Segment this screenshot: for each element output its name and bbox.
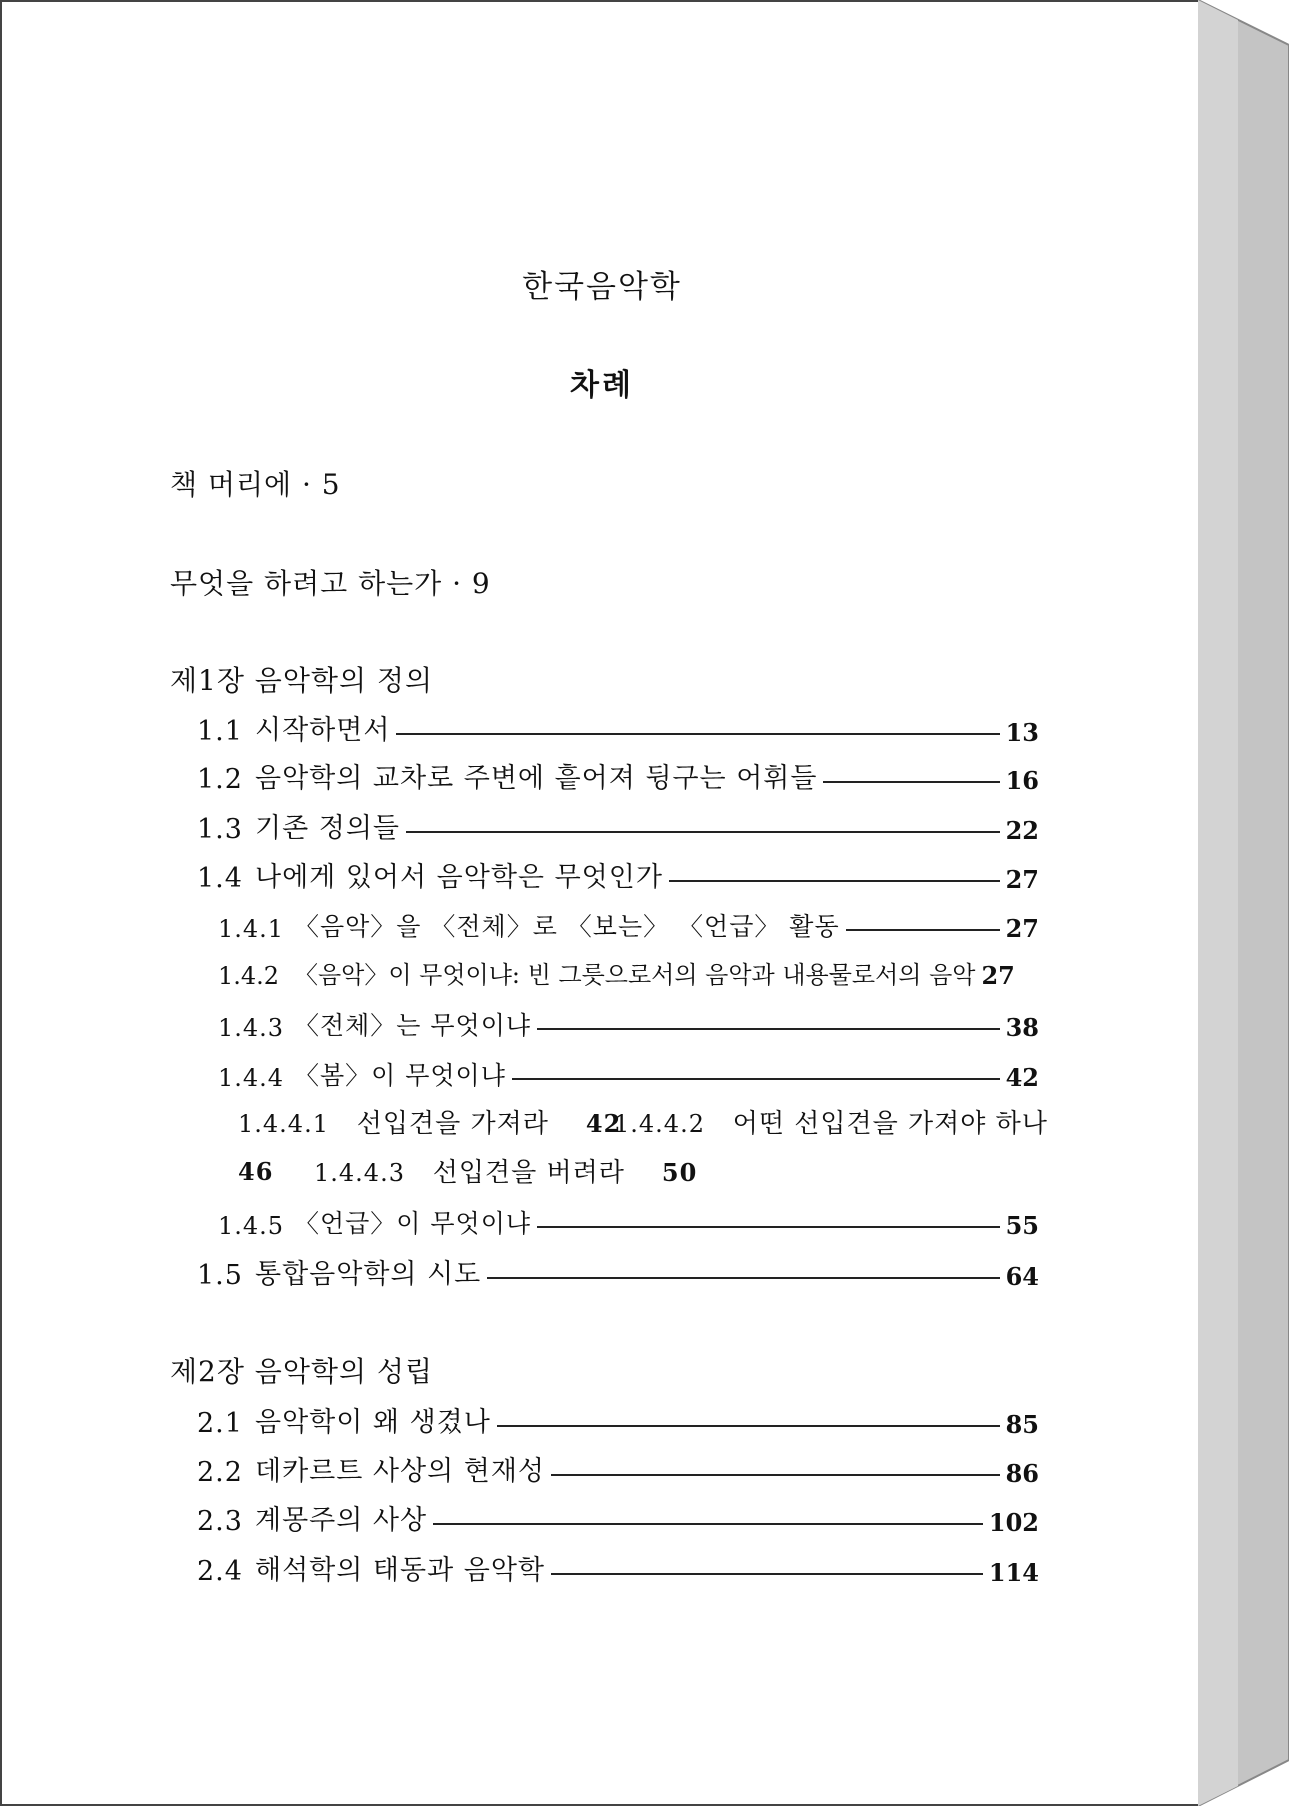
subitem-page: 42	[585, 1109, 622, 1138]
dot-leader	[487, 1277, 999, 1279]
toc-subitem-1-4-4-2-page	[238, 1157, 273, 1187]
entry-text: 데카르트 사상의 현재성	[255, 1456, 545, 1487]
entry-number: 2.2	[197, 1457, 243, 1488]
toc-subitem-1-4-4-2	[614, 1103, 1048, 1140]
entry-number: 1.2	[197, 764, 243, 795]
toc-entry-2-4	[197, 1548, 1039, 1587]
entry-text: 나에게 있어서 음악학은 무엇인가	[255, 862, 663, 893]
entry-text: 〈음악〉을 〈전체〉로 〈보는〉 〈언급〉 활동	[294, 912, 840, 941]
toc-entry-2-1	[197, 1400, 1039, 1439]
entry-number: 1.4.1	[218, 915, 285, 943]
entry-number: 1.1	[197, 716, 243, 747]
entry-number: 1.4.4	[218, 1064, 285, 1092]
entry-text: 기존 정의들	[255, 813, 400, 844]
toc-entry-2-2	[197, 1449, 1039, 1488]
book-edge-shadow	[1198, 0, 1289, 1806]
chapter-1-title: 제1장 음악학의 정의	[170, 664, 434, 697]
dot-leader	[669, 880, 1000, 882]
entry-number: 2.3	[197, 1506, 243, 1537]
entry-number: 2.4	[197, 1556, 243, 1587]
toc-entry-1-4-5	[218, 1204, 1039, 1240]
entry-text: 계몽주의 사상	[255, 1505, 428, 1536]
entry-number: 1.3	[197, 814, 243, 845]
subitem-number: 1.4.4.2	[614, 1110, 705, 1138]
entry-number: 1.4.3	[218, 1014, 285, 1042]
entry-page: 13	[1005, 718, 1039, 747]
toc-entry-1-2	[197, 756, 1039, 795]
entry-text: 통합음악학의 시도	[255, 1259, 482, 1290]
toc-entry-1-3	[197, 806, 1039, 845]
subitem-text: 선입견을 가져라	[356, 1109, 549, 1139]
entry-number: 1.4	[197, 863, 243, 894]
dot-leader	[537, 1226, 1000, 1228]
dot-leader	[512, 1078, 1000, 1080]
entry-page: 86	[1005, 1459, 1039, 1488]
toc-entry-1-4-3	[218, 1006, 1039, 1042]
toc-entry-2-3	[197, 1498, 1039, 1537]
toc-entry-1-4	[197, 855, 1039, 894]
subitem-text: 선입견을 버려라	[432, 1158, 625, 1188]
toc-subitem-1-4-4-3	[314, 1152, 697, 1189]
entry-text: 〈봄〉이 무엇이냐	[294, 1061, 506, 1090]
toc-entry-1-4-4	[218, 1056, 1039, 1092]
entry-page: 55	[1005, 1211, 1039, 1240]
dot-leader	[537, 1028, 1000, 1030]
dot-leader	[823, 781, 999, 783]
toc-entry-1-4-1	[218, 907, 1039, 943]
subitem-page: 50	[661, 1158, 698, 1187]
entry-page: 27	[981, 961, 1015, 990]
entry-text: 음악학이 왜 생겼나	[255, 1407, 491, 1438]
entry-text: 〈언급〉이 무엇이냐	[294, 1209, 531, 1238]
entry-text: 〈음악〉이 무엇이냐: 빈 그릇으로서의 음악과 내용물로서의 음악	[294, 961, 976, 989]
entry-number: 1.4.2	[218, 962, 280, 990]
toc-front-preface: 책 머리에 · 5	[170, 468, 341, 501]
entry-number: 2.1	[197, 1408, 243, 1439]
toc-front-intro: 무엇을 하려고 하는가 · 9	[170, 567, 491, 600]
dot-leader	[396, 733, 999, 735]
entry-page: 114	[988, 1558, 1039, 1587]
toc-entry-1-1	[197, 708, 1039, 747]
subitem-number: 1.4.4.3	[314, 1159, 405, 1187]
subitem-number: 1.4.4.1	[238, 1110, 329, 1138]
subitem-text: 어떤 선입견을 가져야 하나	[732, 1109, 1048, 1139]
entry-page: 22	[1005, 816, 1039, 845]
toc-subitem-1-4-4-1	[238, 1103, 621, 1140]
entry-text: 〈전체〉는 무엇이냐	[294, 1011, 531, 1040]
entry-page: 85	[1005, 1410, 1039, 1439]
entry-text: 시작하면서	[255, 715, 391, 746]
subitem-page: 46	[238, 1157, 274, 1186]
entry-text: 해석학의 태동과 음악학	[255, 1555, 545, 1586]
dot-leader	[846, 929, 1000, 931]
entry-page: 102	[988, 1508, 1039, 1537]
entry-text: 음악학의 교차로 주변에 흩어져 뒹구는 어휘들	[255, 763, 818, 794]
entry-page: 42	[1005, 1063, 1039, 1092]
entry-page: 27	[1005, 865, 1039, 894]
dot-leader	[551, 1474, 1000, 1476]
dot-leader	[551, 1573, 983, 1575]
dot-leader	[497, 1425, 1000, 1427]
toc-entry-1-5	[197, 1252, 1039, 1291]
entry-page: 38	[1005, 1013, 1039, 1042]
toc-entry-1-4-2	[218, 955, 1039, 990]
entry-page: 16	[1005, 766, 1039, 795]
book-title: 한국음악학	[522, 269, 682, 305]
dot-leader	[406, 831, 1000, 833]
entry-page: 64	[1005, 1262, 1039, 1291]
entry-page: 27	[1005, 914, 1039, 943]
dot-leader	[433, 1523, 983, 1525]
chapter-2-title: 제2장 음악학의 성립	[170, 1355, 434, 1388]
entry-number: 1.5	[197, 1260, 243, 1291]
toc-heading: 차례	[570, 368, 634, 403]
entry-number: 1.4.5	[218, 1212, 285, 1240]
